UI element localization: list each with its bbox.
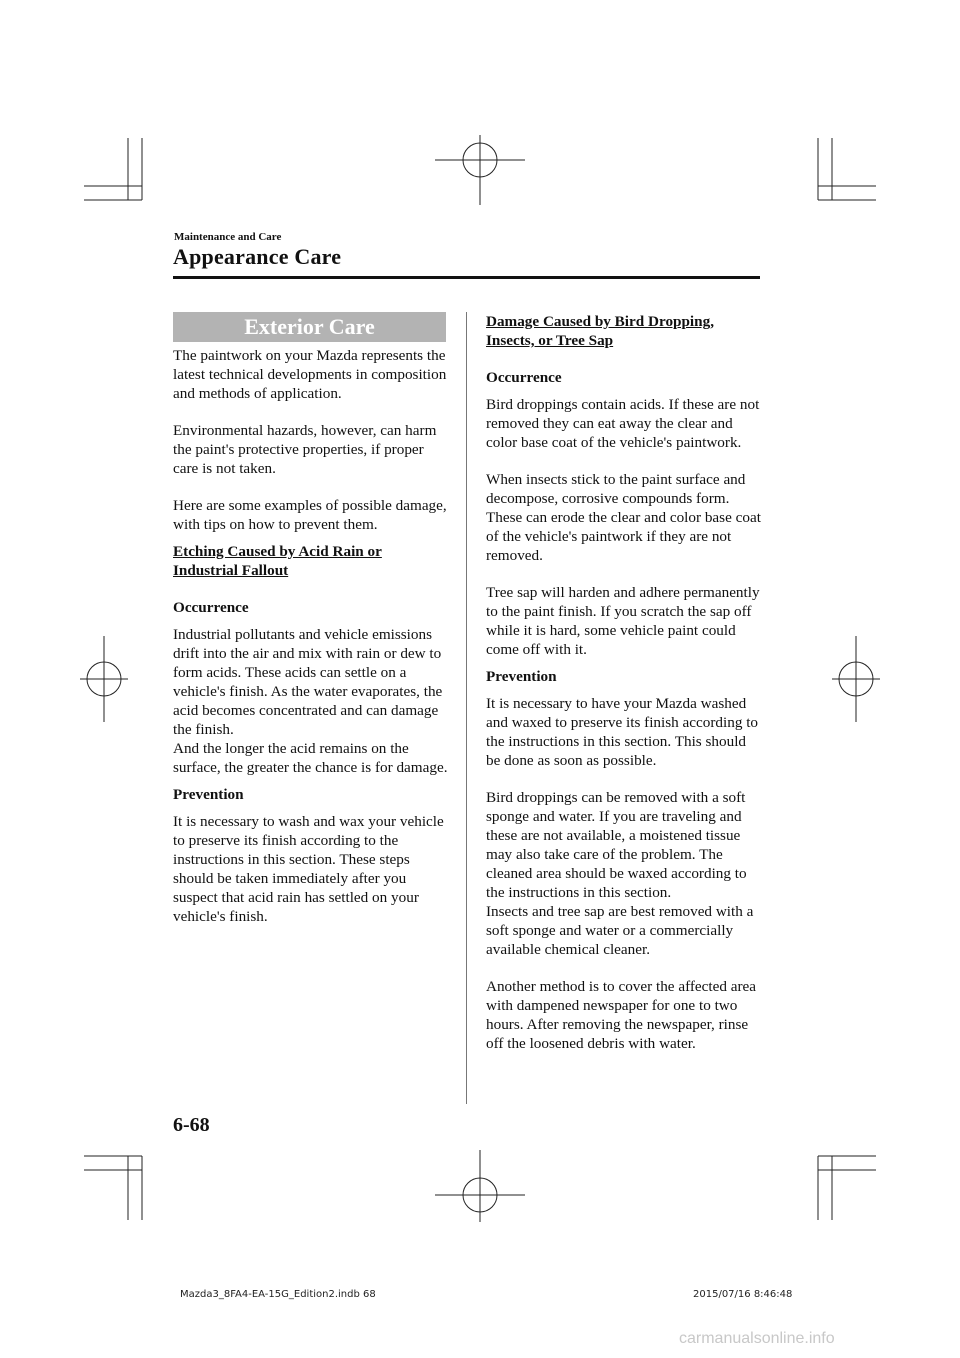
bird-occurrence-heading: Occurrence — [486, 369, 562, 386]
acid-prevention-heading: Prevention — [173, 786, 244, 803]
section-label: Maintenance and Care — [174, 231, 282, 243]
watermark-text: carmanualsonline.info — [679, 1330, 835, 1347]
left-column — [173, 312, 449, 944]
column-divider — [466, 312, 467, 1104]
acid-occurrence-text: Industrial pollutants and vehicle emissions drift into the air and mix with rain or dew to form acids. These acids can settle on a vehicle's finish. As the water evaporates, the acid becomes concentrated and can damage the finish. — [173, 626, 443, 738]
bird-prevention-paragraph-1: It is necessary to have your Mazda washed and waxed to preserve its finish according to the instructions in this section. This should be done as soon as possible. — [486, 695, 759, 769]
acid-occurrence-heading: Occurrence — [173, 599, 249, 616]
footer-timestamp: 2015/07/16 8:46:48 — [693, 1289, 793, 1300]
right-column — [486, 312, 762, 1071]
bird-prevention-paragraph-3: Insects and tree sap are best removed with a soft sponge and water or a commercially available chemical cleaner. — [486, 903, 754, 958]
bird-prevention-paragraph-4: Another method is to cover the affected area with dampened newspaper for one to two hours. After removing the newspaper, rinse off the loosened debris with water. — [486, 978, 757, 1052]
bird-occurrence-paragraph-1: Bird droppings contain acids. If these are not removed they can eat away the clear and color base coat of the vehicle's paintwork. — [486, 396, 760, 451]
bird-prevention-paragraph-2: Bird droppings can be removed with a soft sponge and water. If you are traveling and these are not available, a moistened tissue may also take care of the problem. The cleaned area should be waxed according to the instructions in this section. — [486, 789, 747, 901]
acid-occurrence-text-2: And the longer the acid remains on the surface, the greater the chance is for damage. — [173, 740, 448, 776]
acid-rain-heading: Etching Caused by Acid Rain or Industrial Fallout — [173, 543, 382, 579]
bird-prevention-heading: Prevention — [486, 668, 557, 685]
bird-dropping-heading: Damage Caused by Bird Dropping, Insects, or Tree Sap — [486, 313, 714, 349]
bird-occurrence-paragraph-2: When insects stick to the paint surface and decompose, corrosive compounds form. These can erode the clear and color base coat of the vehicle's paintwork if they are not removed. — [486, 471, 761, 564]
footer-file-info: Mazda3_8FA4-EA-15G_Edition2.indb 68 — [180, 1289, 376, 1300]
section-banner: Exterior Care — [173, 312, 446, 342]
header-rule — [173, 276, 760, 279]
page-number: 6-68 — [173, 1114, 210, 1136]
bird-occurrence-paragraph-3: Tree sap will harden and adhere permanently to the paint finish. If you scratch the sap off while it is hard, some vehicle paint could come off with it. — [486, 584, 760, 658]
intro-paragraph-2: Environmental hazards, however, can harm the paint's protective properties, if proper care is not taken. — [173, 422, 437, 477]
intro-paragraph-1: The paintwork on your Mazda represents the latest technical developments in composition and methods of application. — [173, 347, 447, 402]
acid-prevention-text: It is necessary to wash and wax your vehicle to preserve its finish according to the instructions in this section. These steps should be taken immediately after you suspect that acid rain has settled on your vehicle's finish. — [173, 813, 444, 925]
chapter-title: Appearance Care — [173, 244, 342, 269]
intro-paragraph-3: Here are some examples of possible damage, with tips on how to prevent them. — [173, 497, 447, 533]
